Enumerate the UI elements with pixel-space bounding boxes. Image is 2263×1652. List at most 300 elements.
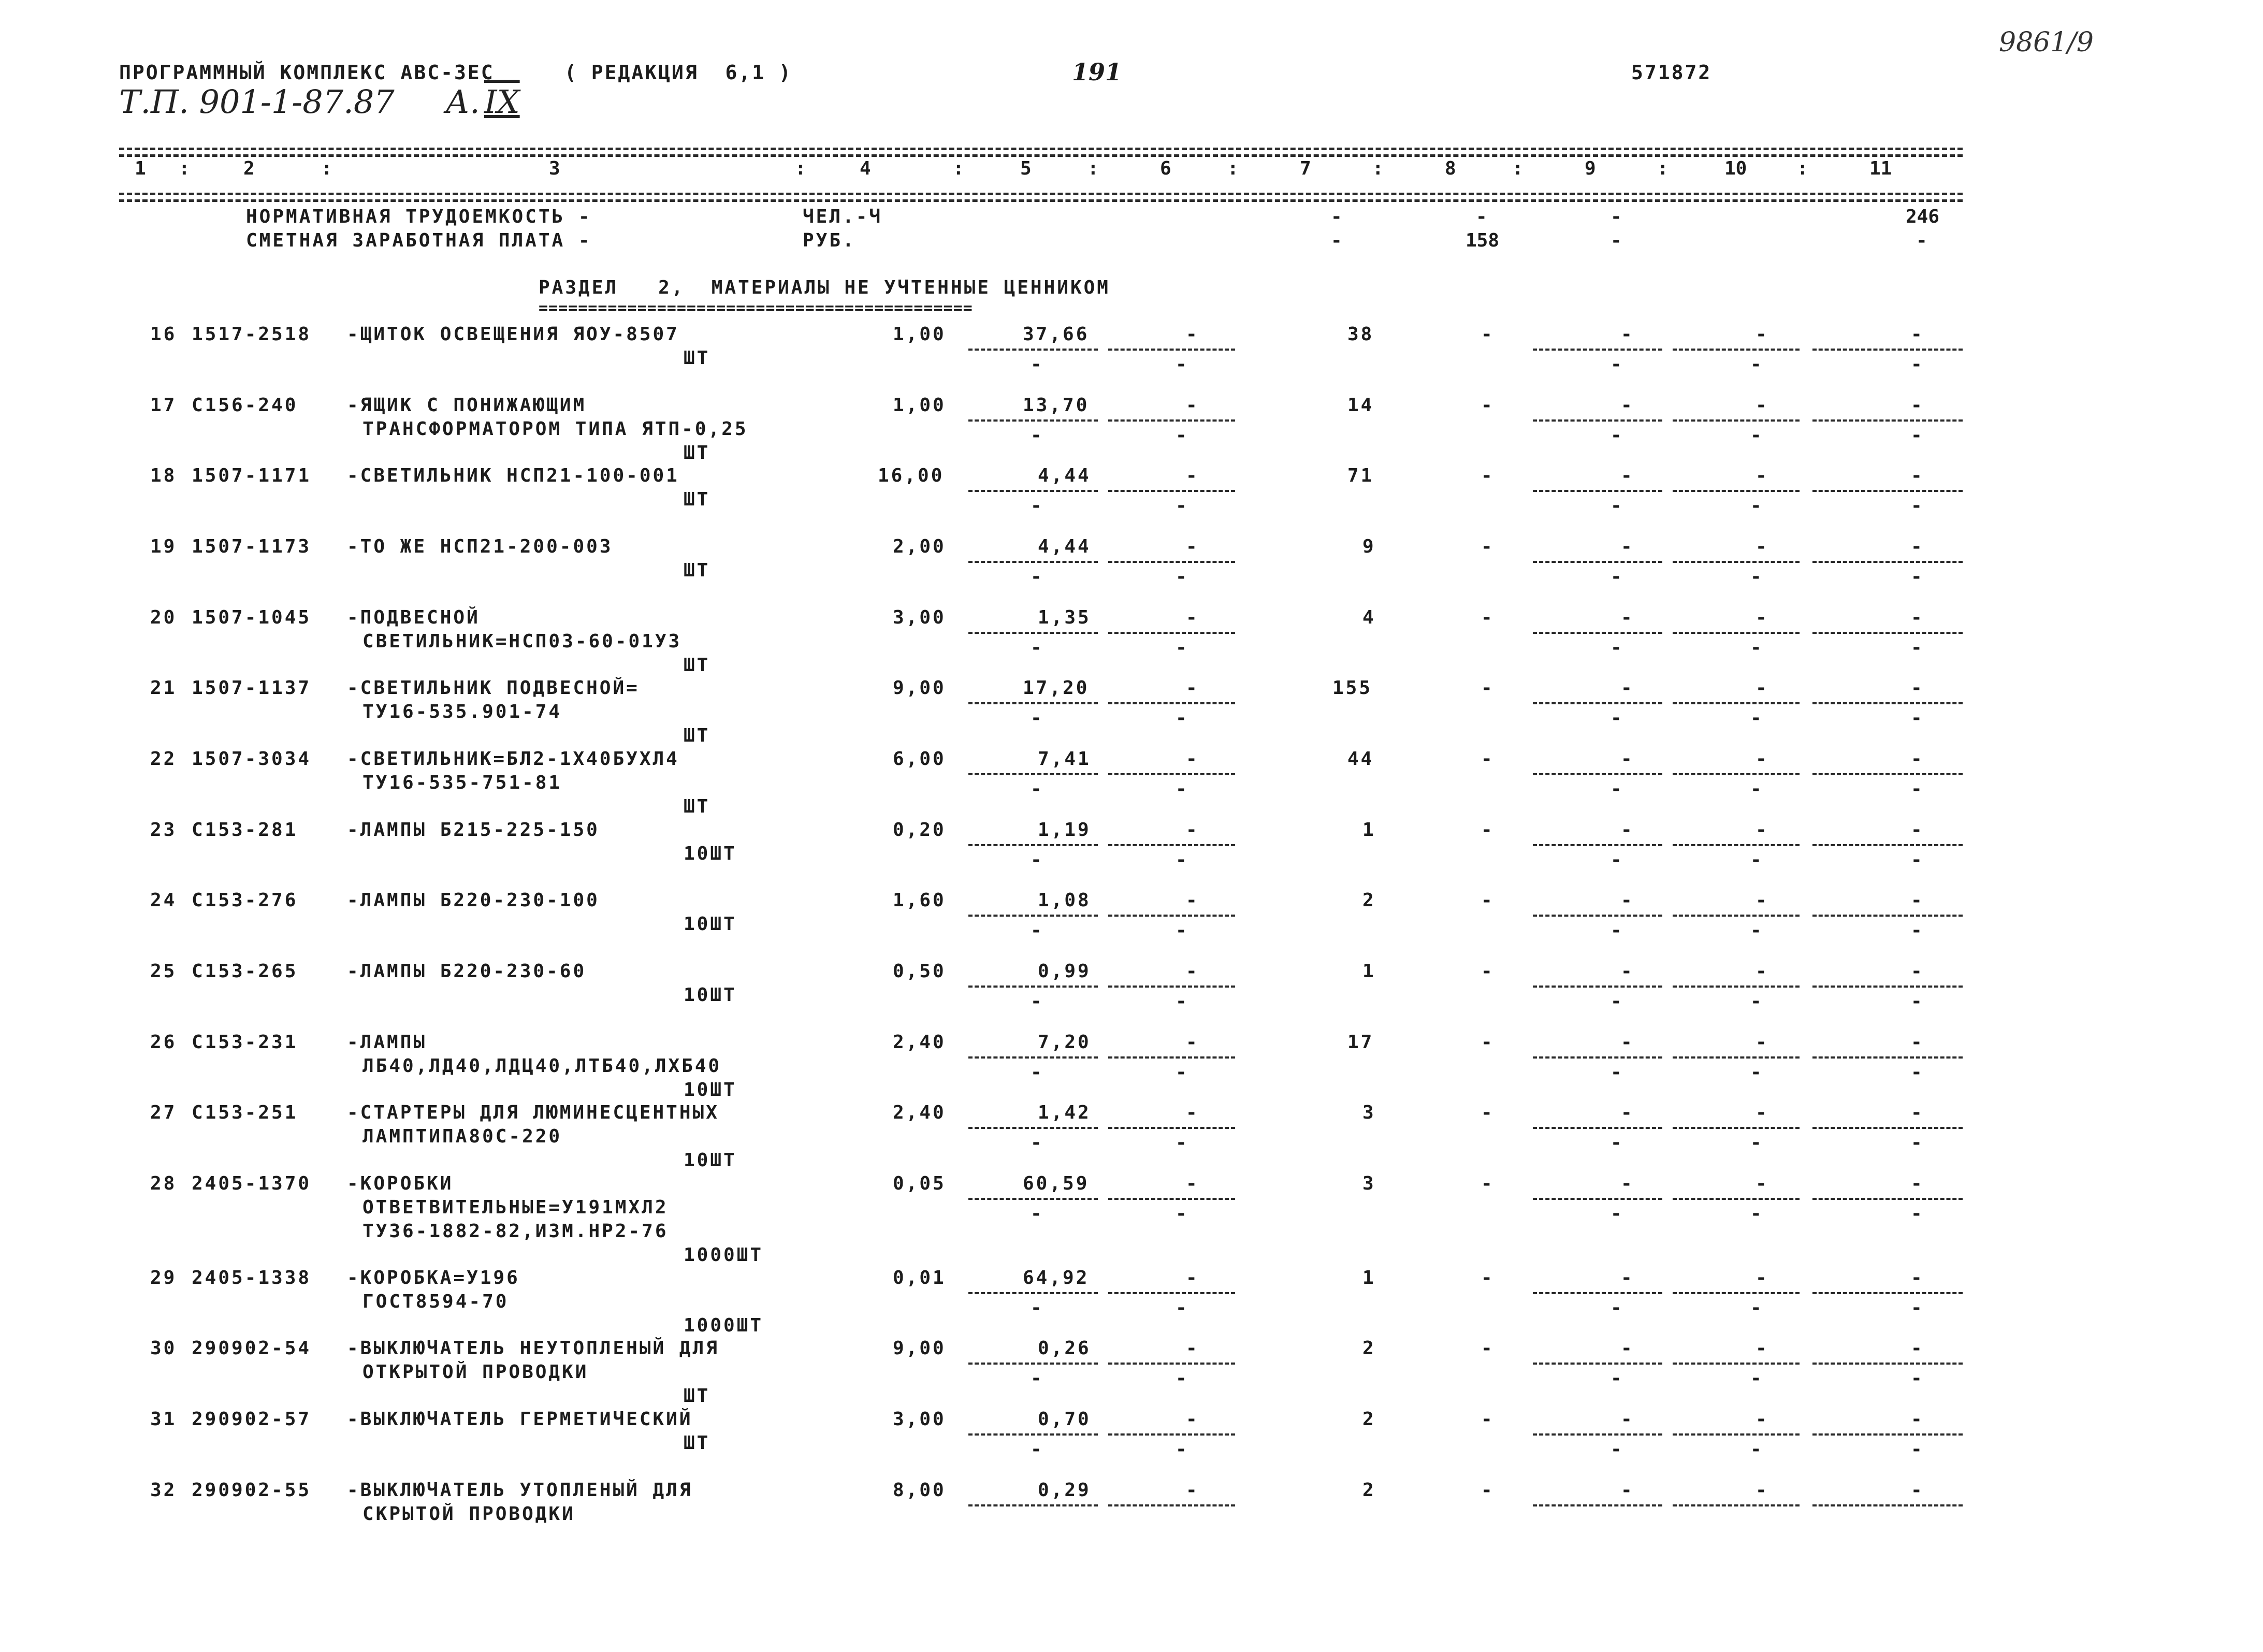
row-underline-col5 <box>968 419 1098 422</box>
row-total: 3 <box>1362 1173 1376 1194</box>
row-quantity: 9,00 <box>893 1338 946 1359</box>
row-underline-col10 <box>1673 1433 1800 1436</box>
row-lower-col11: - <box>1911 849 1922 871</box>
column-number-10: 10 <box>1724 158 1747 179</box>
column-separator: : <box>795 158 806 179</box>
row-underline-col6 <box>1108 702 1235 704</box>
row-quantity: 2,00 <box>893 536 946 557</box>
row-unit: ШТ <box>684 347 710 369</box>
row-col6: - <box>1186 1267 1197 1288</box>
row-underline-col10 <box>1673 844 1800 846</box>
row-underline-col6 <box>1108 844 1235 846</box>
row-quantity: 0,20 <box>893 819 946 841</box>
row-underline-col11 <box>1812 986 1963 988</box>
row-lower-col5: - <box>1031 920 1042 941</box>
row-total: 2 <box>1362 1480 1376 1501</box>
column-separator: : <box>1372 158 1384 179</box>
row-underline-col5 <box>968 986 1098 988</box>
edition-label: ( РЕДАКЦИЯ 6,1 ) <box>564 61 792 84</box>
row-col6: - <box>1186 890 1197 911</box>
row-col9: - <box>1621 1102 1632 1123</box>
row-quantity: 3,00 <box>893 607 946 628</box>
row-col8: - <box>1481 465 1492 486</box>
row-lower-col11: - <box>1911 1368 1922 1389</box>
row-description: -СВЕТИЛЬНИК=БЛ2-1Х40БУХЛ4 <box>347 748 679 770</box>
row-col6: - <box>1186 465 1197 486</box>
handwritten-project-code: Т.П. 901-1-87.87 <box>119 83 395 121</box>
row-lower-col5: - <box>1031 991 1042 1012</box>
summary-col11: - <box>1916 230 1927 251</box>
row-description: -ЛАМПЫ <box>347 1032 427 1053</box>
row-lower-col9: - <box>1611 1297 1622 1318</box>
row-underline-col11 <box>1812 1433 1963 1436</box>
row-code: С153-251 <box>192 1102 298 1123</box>
column-number-11: 11 <box>1869 158 1892 179</box>
corner-handwritten-note: 9861/9 <box>1999 27 2094 58</box>
row-underline-col11 <box>1812 1292 1963 1294</box>
row-col10: - <box>1756 819 1767 841</box>
row-unit: 10ШТ <box>684 1079 737 1100</box>
row-underline-col5 <box>968 1292 1098 1294</box>
row-code: С156-240 <box>192 395 298 416</box>
row-lower-col9: - <box>1611 1203 1622 1224</box>
row-col11: - <box>1911 961 1922 982</box>
row-lower-col10: - <box>1750 849 1762 871</box>
row-lower-col10: - <box>1750 778 1762 800</box>
row-underline-col5 <box>968 915 1098 917</box>
row-col11: - <box>1911 1480 1922 1501</box>
column-number-9: 9 <box>1585 158 1596 179</box>
row-total: 17 <box>1347 1032 1374 1053</box>
row-price: 7,41 <box>1038 748 1091 770</box>
row-col8: - <box>1481 324 1492 345</box>
row-lower-col6: - <box>1176 1203 1187 1224</box>
row-quantity: 2,40 <box>893 1102 946 1123</box>
row-description: ЛАМПТИПА80С-220 <box>362 1126 562 1147</box>
row-lower-col6: - <box>1176 778 1187 800</box>
row-underline-col9 <box>1533 561 1662 563</box>
column-number-1: 1 <box>135 158 146 179</box>
row-col11: - <box>1911 677 1922 699</box>
row-lower-col9: - <box>1611 495 1622 516</box>
row-col8: - <box>1481 536 1492 557</box>
row-description: -ВЫКЛЮЧАТЕЛЬ УТОПЛЕНЫЙ ДЛЯ <box>347 1480 693 1501</box>
row-col11: - <box>1911 607 1922 628</box>
column-number-7: 7 <box>1300 158 1311 179</box>
row-lower-col6: - <box>1176 566 1187 587</box>
row-underline-col11 <box>1812 844 1963 846</box>
row-col6: - <box>1186 1338 1197 1359</box>
row-lower-col5: - <box>1031 849 1042 871</box>
row-lower-col11: - <box>1911 354 1922 375</box>
row-col6: - <box>1186 1480 1197 1501</box>
row-col10: - <box>1756 1267 1767 1288</box>
row-code: С153-231 <box>192 1032 298 1053</box>
row-col10: - <box>1756 395 1767 416</box>
row-col9: - <box>1621 961 1632 982</box>
row-underline-col9 <box>1533 632 1662 634</box>
row-col8: - <box>1481 1173 1492 1194</box>
column-separator: : <box>1797 158 1808 179</box>
row-lower-col6: - <box>1176 991 1187 1012</box>
row-col8: - <box>1481 607 1492 628</box>
row-underline-col5 <box>968 1127 1098 1129</box>
table-top-rule-2 <box>119 154 1963 157</box>
row-total: 3 <box>1362 1102 1376 1123</box>
row-lower-col9: - <box>1611 425 1622 446</box>
row-price: 4,44 <box>1038 536 1091 557</box>
row-description: ОТКРЫТОЙ ПРОВОДКИ <box>362 1361 589 1383</box>
row-number: 29 <box>150 1267 177 1288</box>
row-lower-col6: - <box>1176 1297 1187 1318</box>
row-underline-col5 <box>968 844 1098 846</box>
summary-label: НОРМАТИВНАЯ ТРУДОЕМКОСТЬ - <box>246 206 592 227</box>
row-number: 26 <box>150 1032 177 1053</box>
row-code: 2405-1370 <box>192 1173 312 1194</box>
row-unit: ШТ <box>684 796 710 817</box>
row-col9: - <box>1621 1480 1632 1501</box>
row-lower-col9: - <box>1611 354 1622 375</box>
row-col9: - <box>1621 1338 1632 1359</box>
row-total: 14 <box>1347 395 1374 416</box>
program-line: ПРОГРАММНЫЙ КОМПЛЕКС АВС-3ЕС <box>119 61 495 84</box>
row-underline-col10 <box>1673 1198 1800 1200</box>
row-underline-col6 <box>1108 1363 1235 1365</box>
row-col11: - <box>1911 1173 1922 1194</box>
row-col9: - <box>1621 324 1632 345</box>
row-underline-col5 <box>968 1433 1098 1436</box>
row-code: 1507-1173 <box>192 536 312 557</box>
row-code: 1507-1045 <box>192 607 312 628</box>
row-col6: - <box>1186 607 1197 628</box>
row-col8: - <box>1481 677 1492 699</box>
row-col8: - <box>1481 748 1492 770</box>
row-price: 1,35 <box>1038 607 1091 628</box>
table-top-rule <box>119 148 1963 150</box>
row-quantity: 0,50 <box>893 961 946 982</box>
row-description: -СВЕТИЛЬНИК НСП21-100-001 <box>347 465 679 486</box>
row-price: 0,99 <box>1038 961 1091 982</box>
row-underline-col10 <box>1673 1127 1800 1129</box>
row-description: ЛБ40,ЛД40,ЛДЦ40,ЛТБ40,ЛХБ40 <box>362 1055 722 1077</box>
row-col11: - <box>1911 819 1922 841</box>
row-underline-col11 <box>1812 632 1963 634</box>
table-header-bottom-rule <box>119 193 1963 195</box>
row-number: 30 <box>150 1338 177 1359</box>
row-quantity: 1,00 <box>893 324 946 345</box>
row-col11: - <box>1911 1409 1922 1430</box>
row-lower-col10: - <box>1750 1439 1762 1460</box>
row-col10: - <box>1756 536 1767 557</box>
row-description: -ЩИТОК ОСВЕЩЕНИЯ ЯОУ-8507 <box>347 324 679 345</box>
column-separator: : <box>1087 158 1099 179</box>
row-underline-col11 <box>1812 490 1963 492</box>
row-underline-col9 <box>1533 1433 1662 1436</box>
row-lower-col6: - <box>1176 920 1187 941</box>
row-underline-col6 <box>1108 1127 1235 1129</box>
row-number: 24 <box>150 890 177 911</box>
document-code: 571872 <box>1631 61 1712 84</box>
row-number: 20 <box>150 607 177 628</box>
row-unit: ШТ <box>684 1432 710 1454</box>
row-underline-col6 <box>1108 1433 1235 1436</box>
row-col11: - <box>1911 890 1922 911</box>
row-underline-col5 <box>968 702 1098 704</box>
row-col11: - <box>1911 395 1922 416</box>
row-lower-col5: - <box>1031 354 1042 375</box>
row-quantity: 0,05 <box>893 1173 946 1194</box>
row-lower-col10: - <box>1750 495 1762 516</box>
row-col10: - <box>1756 961 1767 982</box>
row-description: СВЕТИЛЬНИК=НСП03-60-01У3 <box>362 631 682 652</box>
row-col10: - <box>1756 1032 1767 1053</box>
row-price: 1,19 <box>1038 819 1091 841</box>
row-code: С153-265 <box>192 961 298 982</box>
row-col9: - <box>1621 890 1632 911</box>
row-lower-col10: - <box>1750 1062 1762 1083</box>
row-unit: ШТ <box>684 1385 710 1407</box>
row-col11: - <box>1911 465 1922 486</box>
row-total: 155 <box>1332 677 1373 699</box>
row-col6: - <box>1186 677 1197 699</box>
row-price: 1,42 <box>1038 1102 1091 1123</box>
row-col6: - <box>1186 1032 1197 1053</box>
row-lower-col6: - <box>1176 707 1187 729</box>
row-lower-col6: - <box>1176 1439 1187 1460</box>
row-total: 1 <box>1362 1267 1376 1288</box>
row-col11: - <box>1911 1102 1922 1123</box>
row-col10: - <box>1756 465 1767 486</box>
row-underline-col5 <box>968 1198 1098 1200</box>
row-description: ТУ36-1882-82,ИЗМ.НР2-76 <box>362 1221 669 1242</box>
row-lower-col9: - <box>1611 707 1622 729</box>
row-col6: - <box>1186 395 1197 416</box>
row-underline-col5 <box>968 1363 1098 1365</box>
row-unit: 10ШТ <box>684 914 737 935</box>
row-description: -КОРОБКИ <box>347 1173 454 1194</box>
row-total: 2 <box>1362 1409 1376 1430</box>
row-col10: - <box>1756 748 1767 770</box>
row-number: 19 <box>150 536 177 557</box>
row-col8: - <box>1481 961 1492 982</box>
row-underline-col6 <box>1108 632 1235 634</box>
column-separator: : <box>321 158 332 179</box>
row-code: 1507-1137 <box>192 677 312 699</box>
row-underline-col9 <box>1533 1127 1662 1129</box>
row-underline-col6 <box>1108 986 1235 988</box>
row-underline-col5 <box>968 1056 1098 1059</box>
row-code: 290902-57 <box>192 1409 312 1430</box>
column-number-3: 3 <box>549 158 560 179</box>
row-lower-col5: - <box>1031 1203 1042 1224</box>
row-unit: 1000ШТ <box>684 1244 764 1266</box>
row-lower-col11: - <box>1911 1297 1922 1318</box>
row-underline-col5 <box>968 561 1098 563</box>
row-unit: ШТ <box>684 489 710 510</box>
row-code: С153-276 <box>192 890 298 911</box>
row-col11: - <box>1911 536 1922 557</box>
row-col8: - <box>1481 1102 1492 1123</box>
row-number: 17 <box>150 395 177 416</box>
row-description: -ЛАМПЫ Б220-230-60 <box>347 961 587 982</box>
row-lower-col5: - <box>1031 637 1042 658</box>
row-col9: - <box>1621 465 1632 486</box>
row-col10: - <box>1756 1338 1767 1359</box>
row-description: СКРЫТОЙ ПРОВОДКИ <box>362 1503 575 1525</box>
row-unit: ШТ <box>684 442 710 463</box>
row-lower-col6: - <box>1176 425 1187 446</box>
row-underline-col5 <box>968 349 1098 351</box>
row-lower-col5: - <box>1031 495 1042 516</box>
row-col6: - <box>1186 1409 1197 1430</box>
row-lower-col11: - <box>1911 707 1922 729</box>
row-unit: 10ШТ <box>684 984 737 1006</box>
row-col10: - <box>1756 677 1767 699</box>
row-col9: - <box>1621 536 1632 557</box>
row-lower-col11: - <box>1911 991 1922 1012</box>
row-unit: 10ШТ <box>684 1150 737 1171</box>
row-col9: - <box>1621 1267 1632 1288</box>
row-total: 4 <box>1362 607 1376 628</box>
row-underline-col5 <box>968 632 1098 634</box>
row-underline-col11 <box>1812 1363 1963 1365</box>
row-underline-col11 <box>1812 349 1963 351</box>
row-quantity: 0,01 <box>893 1267 946 1288</box>
row-unit: ШТ <box>684 725 710 746</box>
row-lower-col5: - <box>1031 1132 1042 1153</box>
row-total: 2 <box>1362 890 1376 911</box>
row-description: -ТО ЖЕ НСП21-200-003 <box>347 536 613 557</box>
row-price: 0,26 <box>1038 1338 1091 1359</box>
row-col6: - <box>1186 536 1197 557</box>
row-underline-col11 <box>1812 1056 1963 1059</box>
row-underline-col9 <box>1533 349 1662 351</box>
row-underline-col11 <box>1812 702 1963 704</box>
row-underline-col10 <box>1673 490 1800 492</box>
row-lower-col9: - <box>1611 1368 1622 1389</box>
row-unit: 10ШТ <box>684 843 737 864</box>
handwritten-album-number: IX <box>484 83 520 121</box>
row-underline-col10 <box>1673 632 1800 634</box>
row-col6: - <box>1186 1173 1197 1194</box>
table-header-bottom-rule-2 <box>119 199 1963 202</box>
row-col10: - <box>1756 607 1767 628</box>
column-separator: : <box>1657 158 1669 179</box>
row-lower-col5: - <box>1031 566 1042 587</box>
row-lower-col10: - <box>1750 920 1762 941</box>
row-quantity: 16,00 <box>878 465 945 486</box>
row-price: 1,08 <box>1038 890 1091 911</box>
summary-col8: 158 <box>1466 230 1500 251</box>
row-col10: - <box>1756 1102 1767 1123</box>
row-underline-col10 <box>1673 1363 1800 1365</box>
row-lower-col6: - <box>1176 1062 1187 1083</box>
row-col10: - <box>1756 1409 1767 1430</box>
row-underline-col6 <box>1108 490 1235 492</box>
row-lower-col11: - <box>1911 495 1922 516</box>
row-description: -КОРОБКА=У196 <box>347 1267 520 1288</box>
row-underline-col6 <box>1108 1292 1235 1294</box>
row-lower-col10: - <box>1750 354 1762 375</box>
row-underline-col9 <box>1533 702 1662 704</box>
row-col6: - <box>1186 324 1197 345</box>
row-underline-col6 <box>1108 1198 1235 1200</box>
row-number: 27 <box>150 1102 177 1123</box>
row-lower-col10: - <box>1750 707 1762 729</box>
row-price: 7,20 <box>1038 1032 1091 1053</box>
row-col8: - <box>1481 1267 1492 1288</box>
summary-label: СМЕТНАЯ ЗАРАБОТНАЯ ПЛАТА - <box>246 230 592 251</box>
row-col11: - <box>1911 748 1922 770</box>
row-underline-col10 <box>1673 773 1800 775</box>
section-underline: ============================================ <box>539 299 973 317</box>
row-number: 28 <box>150 1173 177 1194</box>
row-description: ОТВЕТВИТЕЛЬНЫЕ=У191МХЛ2 <box>362 1197 669 1218</box>
row-total: 1 <box>1362 819 1376 841</box>
row-col10: - <box>1756 1173 1767 1194</box>
row-description: -ЛАМПЫ Б220-230-100 <box>347 890 600 911</box>
row-col9: - <box>1621 748 1632 770</box>
row-quantity: 2,40 <box>893 1032 946 1053</box>
row-underline-col11 <box>1812 1198 1963 1200</box>
row-col10: - <box>1756 1480 1767 1501</box>
row-underline-col11 <box>1812 419 1963 422</box>
row-col11: - <box>1911 1267 1922 1288</box>
row-underline-col11 <box>1812 773 1963 775</box>
row-description: -ЛАМПЫ Б215-225-150 <box>347 819 600 841</box>
row-total: 38 <box>1347 324 1374 345</box>
row-col8: - <box>1481 890 1492 911</box>
row-underline-col9 <box>1533 1292 1662 1294</box>
row-lower-col11: - <box>1911 566 1922 587</box>
column-number-8: 8 <box>1445 158 1456 179</box>
row-col9: - <box>1621 1032 1632 1053</box>
row-col9: - <box>1621 607 1632 628</box>
row-underline-col9 <box>1533 1056 1662 1059</box>
row-code: 2405-1338 <box>192 1267 312 1288</box>
row-underline-col5 <box>968 490 1098 492</box>
row-quantity: 3,00 <box>893 1409 946 1430</box>
row-underline-col9 <box>1533 1198 1662 1200</box>
row-col9: - <box>1621 819 1632 841</box>
summary-unit: РУБ. <box>803 230 856 251</box>
row-number: 21 <box>150 677 177 699</box>
row-total: 44 <box>1347 748 1374 770</box>
row-number: 31 <box>150 1409 177 1430</box>
row-col10: - <box>1756 890 1767 911</box>
row-lower-col9: - <box>1611 920 1622 941</box>
row-underline-col5 <box>968 773 1098 775</box>
row-underline-col11 <box>1812 915 1963 917</box>
row-lower-col11: - <box>1911 778 1922 800</box>
row-col8: - <box>1481 1032 1492 1053</box>
row-code: 1507-3034 <box>192 748 312 770</box>
row-lower-col9: - <box>1611 849 1622 871</box>
row-unit: ШТ <box>684 655 710 676</box>
row-code: 1507-1171 <box>192 465 312 486</box>
row-description: -ПОДВЕСНОЙ <box>347 607 480 628</box>
row-lower-col11: - <box>1911 425 1922 446</box>
row-code: С153-281 <box>192 819 298 841</box>
row-col11: - <box>1911 1032 1922 1053</box>
row-description: ТУ16-535.901-74 <box>362 701 562 722</box>
row-total: 9 <box>1362 536 1376 557</box>
handwritten-album-label: А. <box>445 83 480 121</box>
column-separator: : <box>179 158 190 179</box>
row-total: 1 <box>1362 961 1376 982</box>
summary-col9: - <box>1611 230 1622 251</box>
row-quantity: 8,00 <box>893 1480 946 1501</box>
